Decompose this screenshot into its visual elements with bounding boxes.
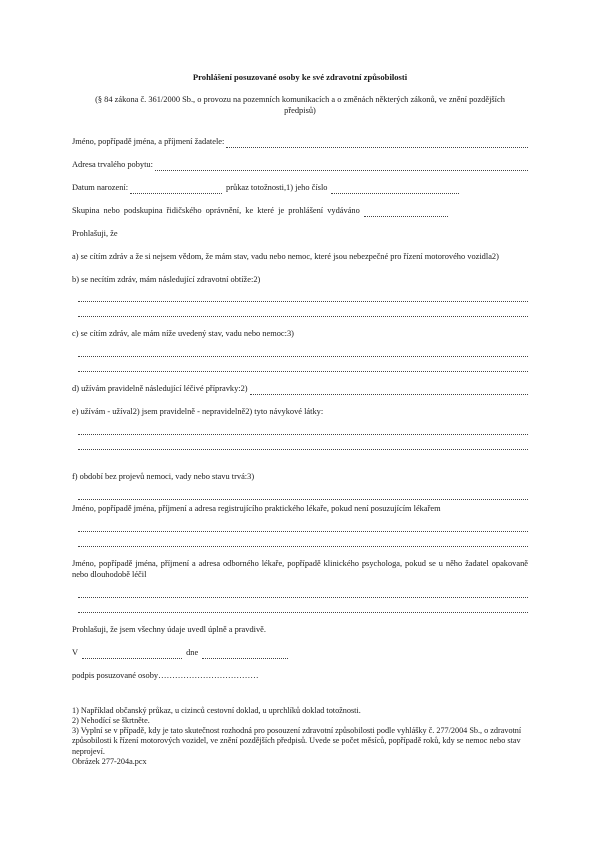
id-card-label: průkaz totožnosti,1) jeho číslo — [226, 182, 328, 192]
specialist-line-2[interactable] — [78, 604, 528, 613]
group-field[interactable] — [364, 209, 448, 217]
item-d: d) užívám pravidelně následující léčivé přípravky:2) — [72, 384, 248, 394]
footnote-2: 2) Nehodící se škrtněte. — [72, 715, 150, 725]
place-date-row — [72, 648, 528, 659]
date-field[interactable] — [202, 651, 288, 659]
form-subtitle: (§ 84 zákona č. 361/2000 Sb., o provozu na pozemních komunikacích a o změnách některých zákonů, ve znění pozdějších předpisů) — [95, 95, 505, 116]
item-e: e) užívám - užíval2) jsem pravidelně - nepravidelně2) tyto návykové látky: — [72, 407, 324, 417]
item-c-line-2[interactable] — [78, 363, 528, 372]
birth-date-field[interactable] — [130, 186, 222, 194]
declare-intro: Prohlašuji, že — [72, 228, 118, 238]
practitioner-line-2[interactable] — [78, 538, 528, 547]
declaration-form — [72, 72, 528, 767]
specialist-line-1[interactable] — [78, 589, 528, 598]
date-word: dne — [186, 647, 199, 657]
item-c: c) se cítím zdráv, ale mám níže uvedený stav, vadu nebo nemoc:3) — [72, 329, 294, 339]
name-field[interactable] — [226, 140, 528, 148]
place-prefix: V — [72, 647, 79, 657]
practitioner-line-1[interactable] — [78, 523, 528, 532]
item-a: a) se cítím zdráv a že si nejsem vědom, že mám stav, vadu nebo nemoc, které jsou nebezpečné pro řízení motorového vozidla2) — [72, 251, 499, 261]
address-label: Adresa trvalého pobytu: — [72, 159, 153, 169]
item-e-line-1[interactable] — [78, 426, 528, 435]
item-f: f) období bez projevů nemoci, vady nebo stavu trvá:3) — [72, 472, 255, 482]
address-row — [72, 160, 528, 171]
practitioner-label: Jméno, popřípadě jména, příjmení a adresa registrujícího praktického lékaře, pokud není posuzujícím lékařem — [72, 504, 441, 514]
birth-id-row — [72, 183, 528, 194]
image-caption: Obrázek 277-204a.pcx — [72, 756, 147, 766]
item-d-field[interactable] — [250, 387, 528, 395]
group-row — [72, 206, 528, 217]
name-row — [72, 137, 528, 148]
birth-date-label: Datum narození: — [72, 182, 129, 192]
address-field[interactable] — [155, 163, 528, 171]
item-d-row — [72, 384, 528, 395]
footnote-3: 3) Vyplní se v případě, kdy je tato skutečnost rozhodná pro posouzení zdravotní způsobilosti podle vyhlášky č. 277/2004 Sb., o zdravotní způsobilosti k řízení motorových vozidel, ve znění pozdějších předpisů. Uvede se počet měsíců, popřípadě roků, kdy se nemoc nebo stav neprojeví. — [72, 726, 522, 756]
item-c-line-1[interactable] — [78, 348, 528, 357]
signature-line: podpis posuzované osoby……………………………… — [72, 670, 259, 680]
item-b-line-2[interactable] — [78, 308, 528, 317]
group-label: Skupina nebo podskupina řidičského oprávnění, ke které je prohlášení vydáváno — [72, 205, 360, 215]
footnotes — [72, 706, 528, 768]
specialist-label: Jméno, popřípadě jména, příjmení a adresa odborného lékaře, popřípadě klinického psychologa, pokud se u něho žadatel opakovaně nebo dlouhodobě léčil — [72, 559, 528, 579]
id-card-field[interactable] — [331, 186, 459, 194]
footnote-1: 1) Například občanský průkaz, u cizinců cestovní doklad, u uprchlíků doklad totožnosti. — [72, 705, 361, 715]
final-declaration: Prohlašuji, že jsem všechny údaje uvedl úplně a pravdivě. — [72, 624, 266, 634]
item-b-line-1[interactable] — [78, 293, 528, 302]
item-e-line-2[interactable] — [78, 441, 528, 450]
form-title: Prohlášení posuzované osoby ke své zdravotní způsobilosti — [192, 72, 408, 82]
place-field[interactable] — [82, 651, 182, 659]
item-f-line[interactable] — [78, 491, 528, 500]
item-b: b) se necítím zdráv, mám následující zdravotní obtíže:2) — [72, 274, 261, 284]
name-label: Jméno, popřípadě jména, a příjmení žadatele: — [72, 137, 225, 147]
